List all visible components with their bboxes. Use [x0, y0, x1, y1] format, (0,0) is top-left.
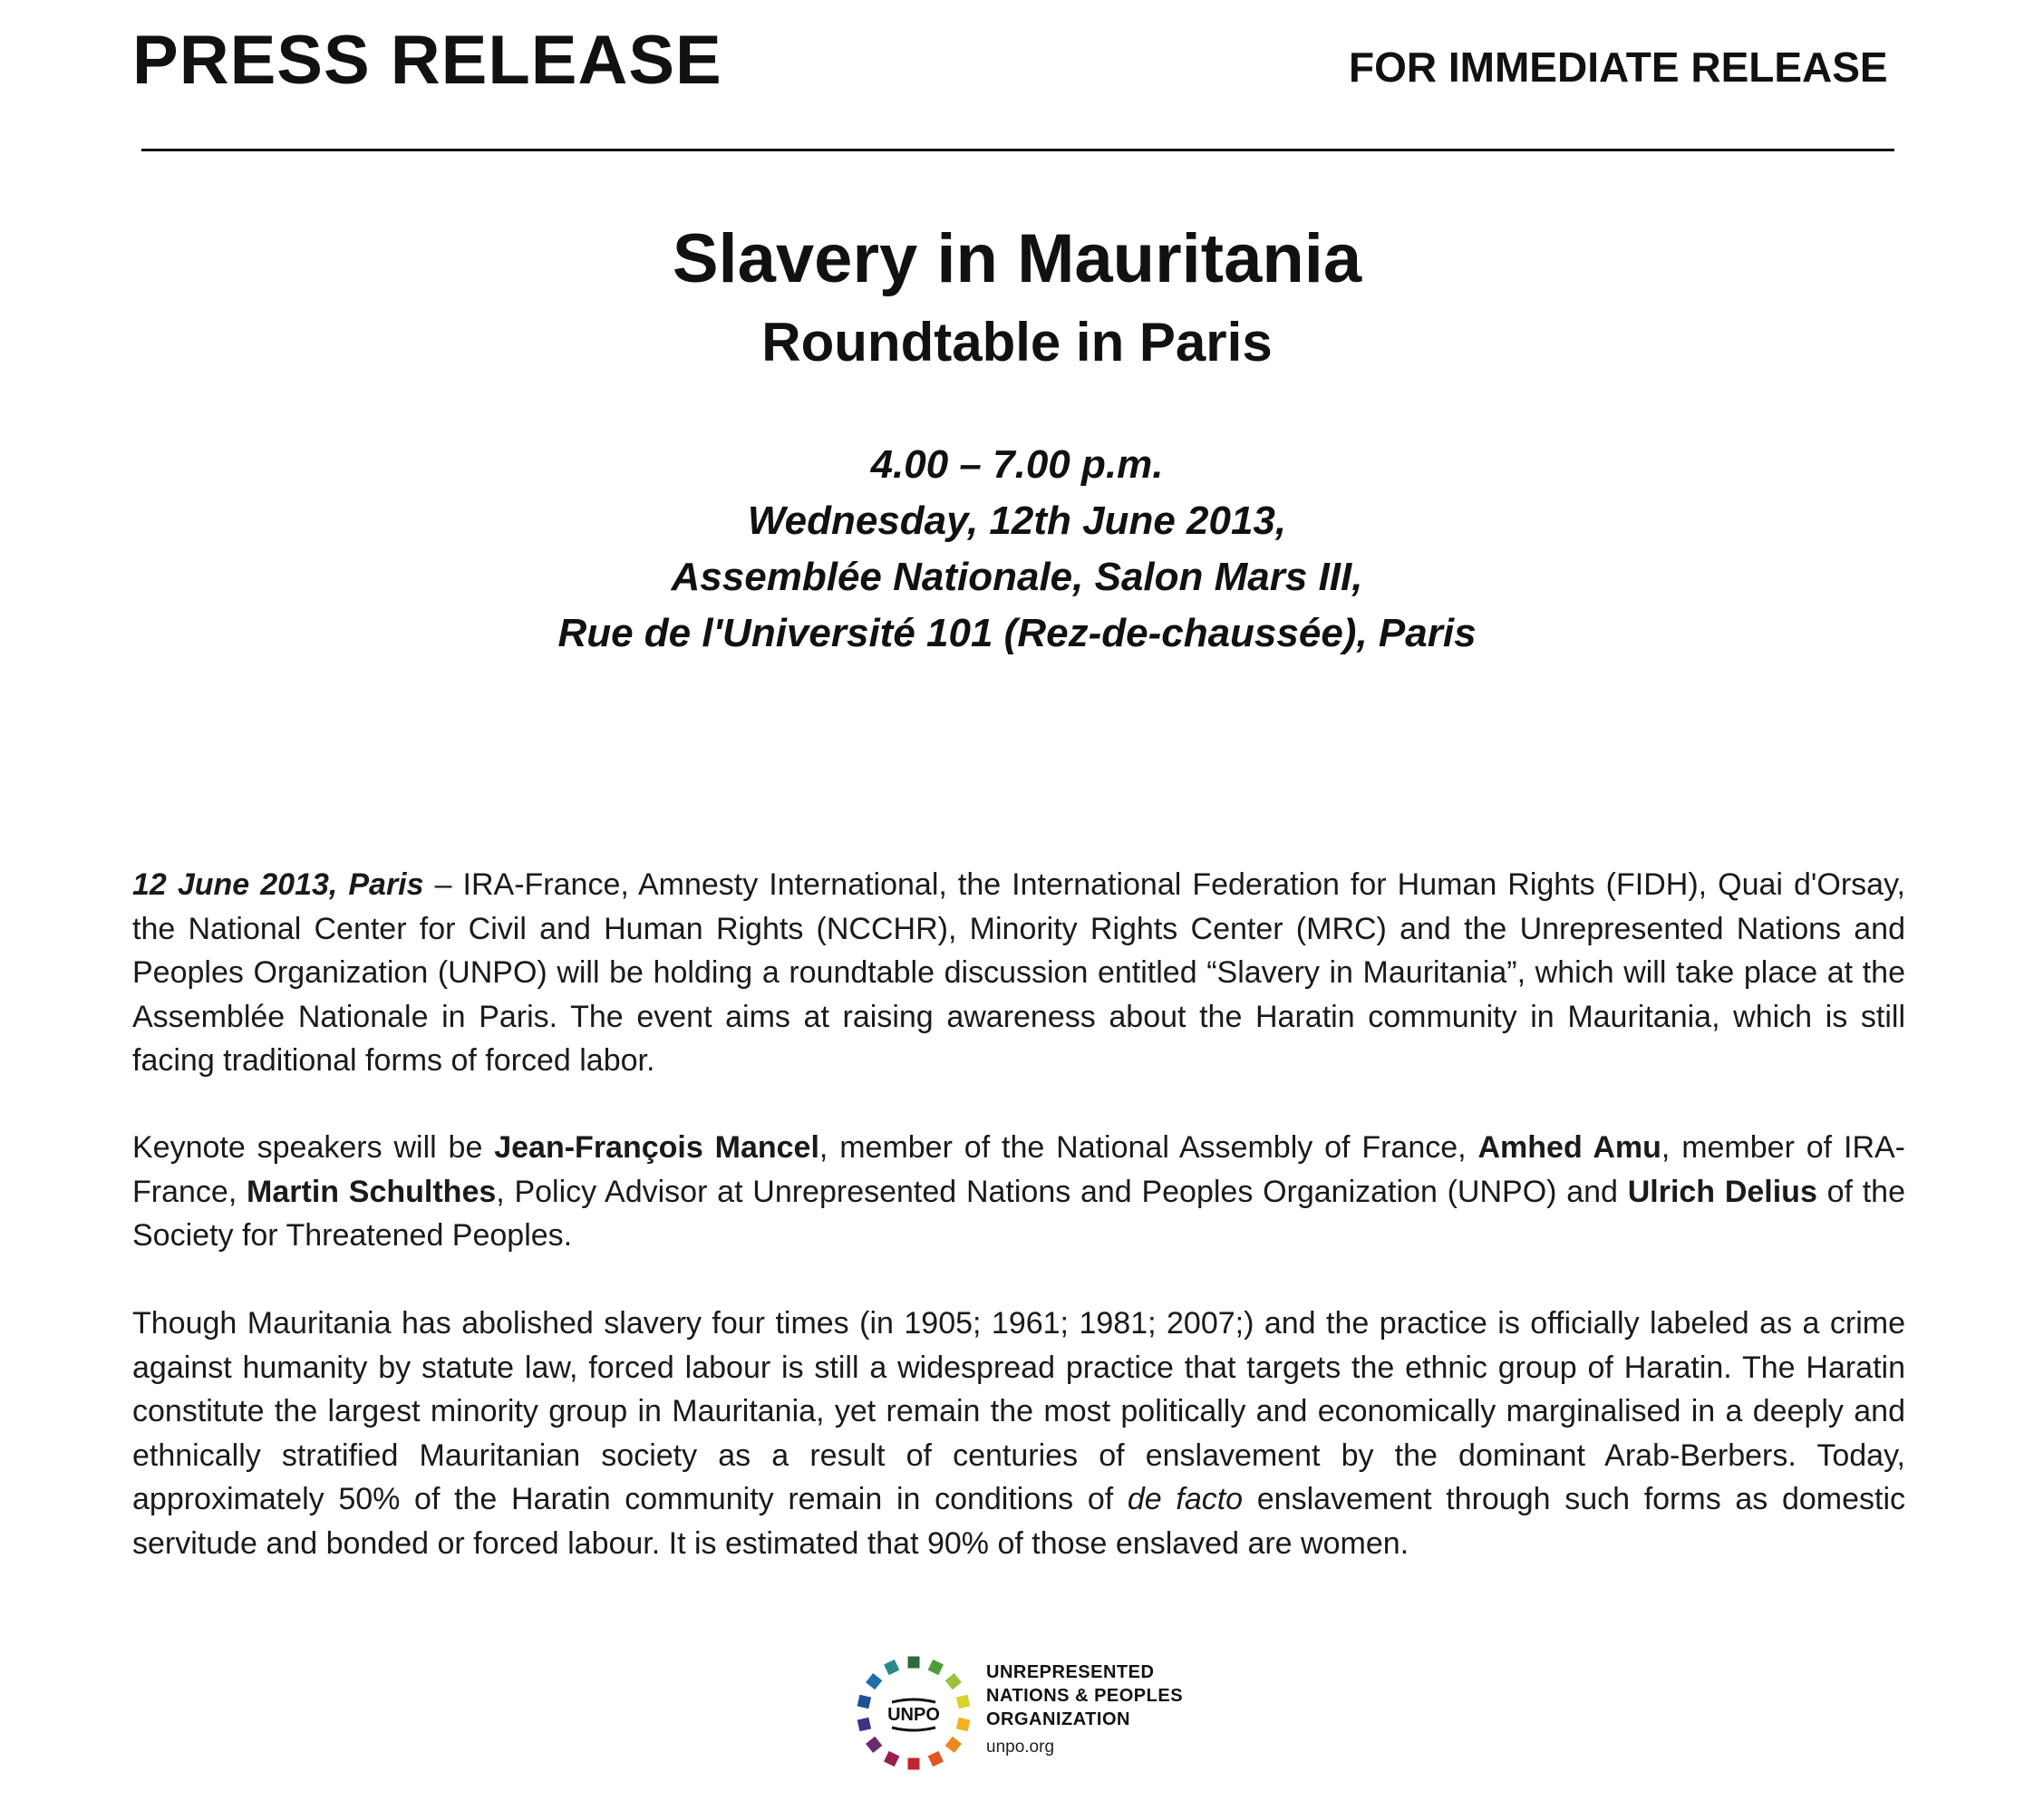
emblem-square [928, 1660, 944, 1675]
emblem-square [884, 1660, 899, 1675]
speaker-name: Amhed Amu [1477, 1130, 1661, 1165]
italic-term: de facto [1127, 1482, 1244, 1516]
emblem-square [857, 1695, 872, 1709]
immediate-release-label: FOR IMMEDIATE RELEASE [1349, 44, 1888, 91]
paragraph-background [132, 1302, 1905, 1565]
emblem-square [884, 1751, 899, 1767]
emblem-square [908, 1758, 920, 1770]
speaker-name: Ulrich Delius [1627, 1174, 1817, 1209]
emblem-square [956, 1695, 971, 1709]
dateline: 12 June 2013, Paris [132, 867, 424, 902]
emblem-square [866, 1673, 882, 1689]
speaker-role: of the Society for Threatened Peoples. [132, 1174, 1906, 1253]
unpo-emblem-icon [852, 1651, 975, 1775]
paragraph-announcement [132, 863, 1905, 1083]
logo-name-line: NATIONS & PEOPLES [986, 1686, 1184, 1706]
logo-smile-mark [892, 1728, 935, 1730]
press-release-heading: PRESS RELEASE [132, 22, 722, 99]
logo-organization-name [986, 1660, 1183, 1731]
emblem-square [956, 1718, 971, 1732]
paragraph-speakers [132, 1126, 1905, 1258]
emblem-square [908, 1657, 920, 1669]
background-text-end: enslavement through such forms as domestic servitude and bonded or forced labour. It is estimated that 90% of those enslaved are women. [132, 1482, 1906, 1561]
speaker-role: , member of IRA-France, [132, 1130, 1905, 1209]
emblem-square [866, 1737, 882, 1753]
emblem-square [928, 1751, 944, 1767]
background-text: Though Mauritania has abolished slavery four times (in 1905; 1961; 1981; 2007;) and the practice is officially labeled as a crime against humanity by statute law, forced labour is still a widespread practice that targets the ethnic group of Haratin. The Haratin constitute the largest minority group in Mauritania, yet remain the most politically and economically marginalised in a deeply and ethnically stratified Mauritanian society as a result of centuries of enslavement by the dominant Arab-Berbers. Today, approximately 50% of the Haratin community remain in conditions of [132, 1306, 1905, 1516]
speaker-name: Martin Schulthes [247, 1174, 497, 1209]
document-title: Slavery in Mauritania [672, 220, 1362, 297]
event-details [0, 437, 2034, 662]
logo-abbreviation: UNPO [887, 1705, 940, 1725]
speakers-intro: Keynote speakers will be [132, 1130, 495, 1165]
unpo-logo [852, 1651, 1215, 1778]
logo-arc-mark [892, 1699, 935, 1702]
event-time: 4.00 – 7.00 p.m. [870, 442, 1164, 487]
emblem-square [945, 1673, 962, 1689]
event-date: Wednesday, 12th June 2013, [747, 499, 1287, 543]
speaker-role: , Policy Advisor at Unrepresented Nations and Peoples Organization (UNPO) and [496, 1174, 1628, 1209]
logo-name-line: UNREPRESENTED [986, 1662, 1155, 1682]
emblem-square [857, 1718, 872, 1732]
document-subtitle: Roundtable in Paris [761, 312, 1273, 373]
emblem-square [945, 1737, 962, 1753]
logo-website: unpo.org [986, 1738, 1055, 1757]
event-venue: Assemblée Nationale, Salon Mars III, [671, 555, 1363, 599]
event-address: Rue de l'Université 101 (Rez-de-chaussée), Paris [557, 611, 1477, 655]
speaker-role: , member of the National Assembly of France, [818, 1130, 1478, 1165]
logo-name-line: ORGANIZATION [986, 1709, 1130, 1729]
announcement-text: – IRA-France, Amnesty International, the International Federation for Human Rights (FIDH), Quai d'Orsay, the National Center for Civil and Human Rights (NCCHR), Minority Rights Center (MRC) and the Unrepresented Nations and Peoples Organization (UNPO) will be holding a roundtable discussion entitled “Slavery in Mauritania”, which will take place at the Assemblée Nationale in Paris. The event aims at raising awareness about the Haratin community in Mauritania, which is still facing traditional forms of forced labor. [132, 867, 1905, 1078]
header-divider [141, 149, 1894, 151]
speaker-name: Jean-François Mancel [494, 1130, 819, 1165]
